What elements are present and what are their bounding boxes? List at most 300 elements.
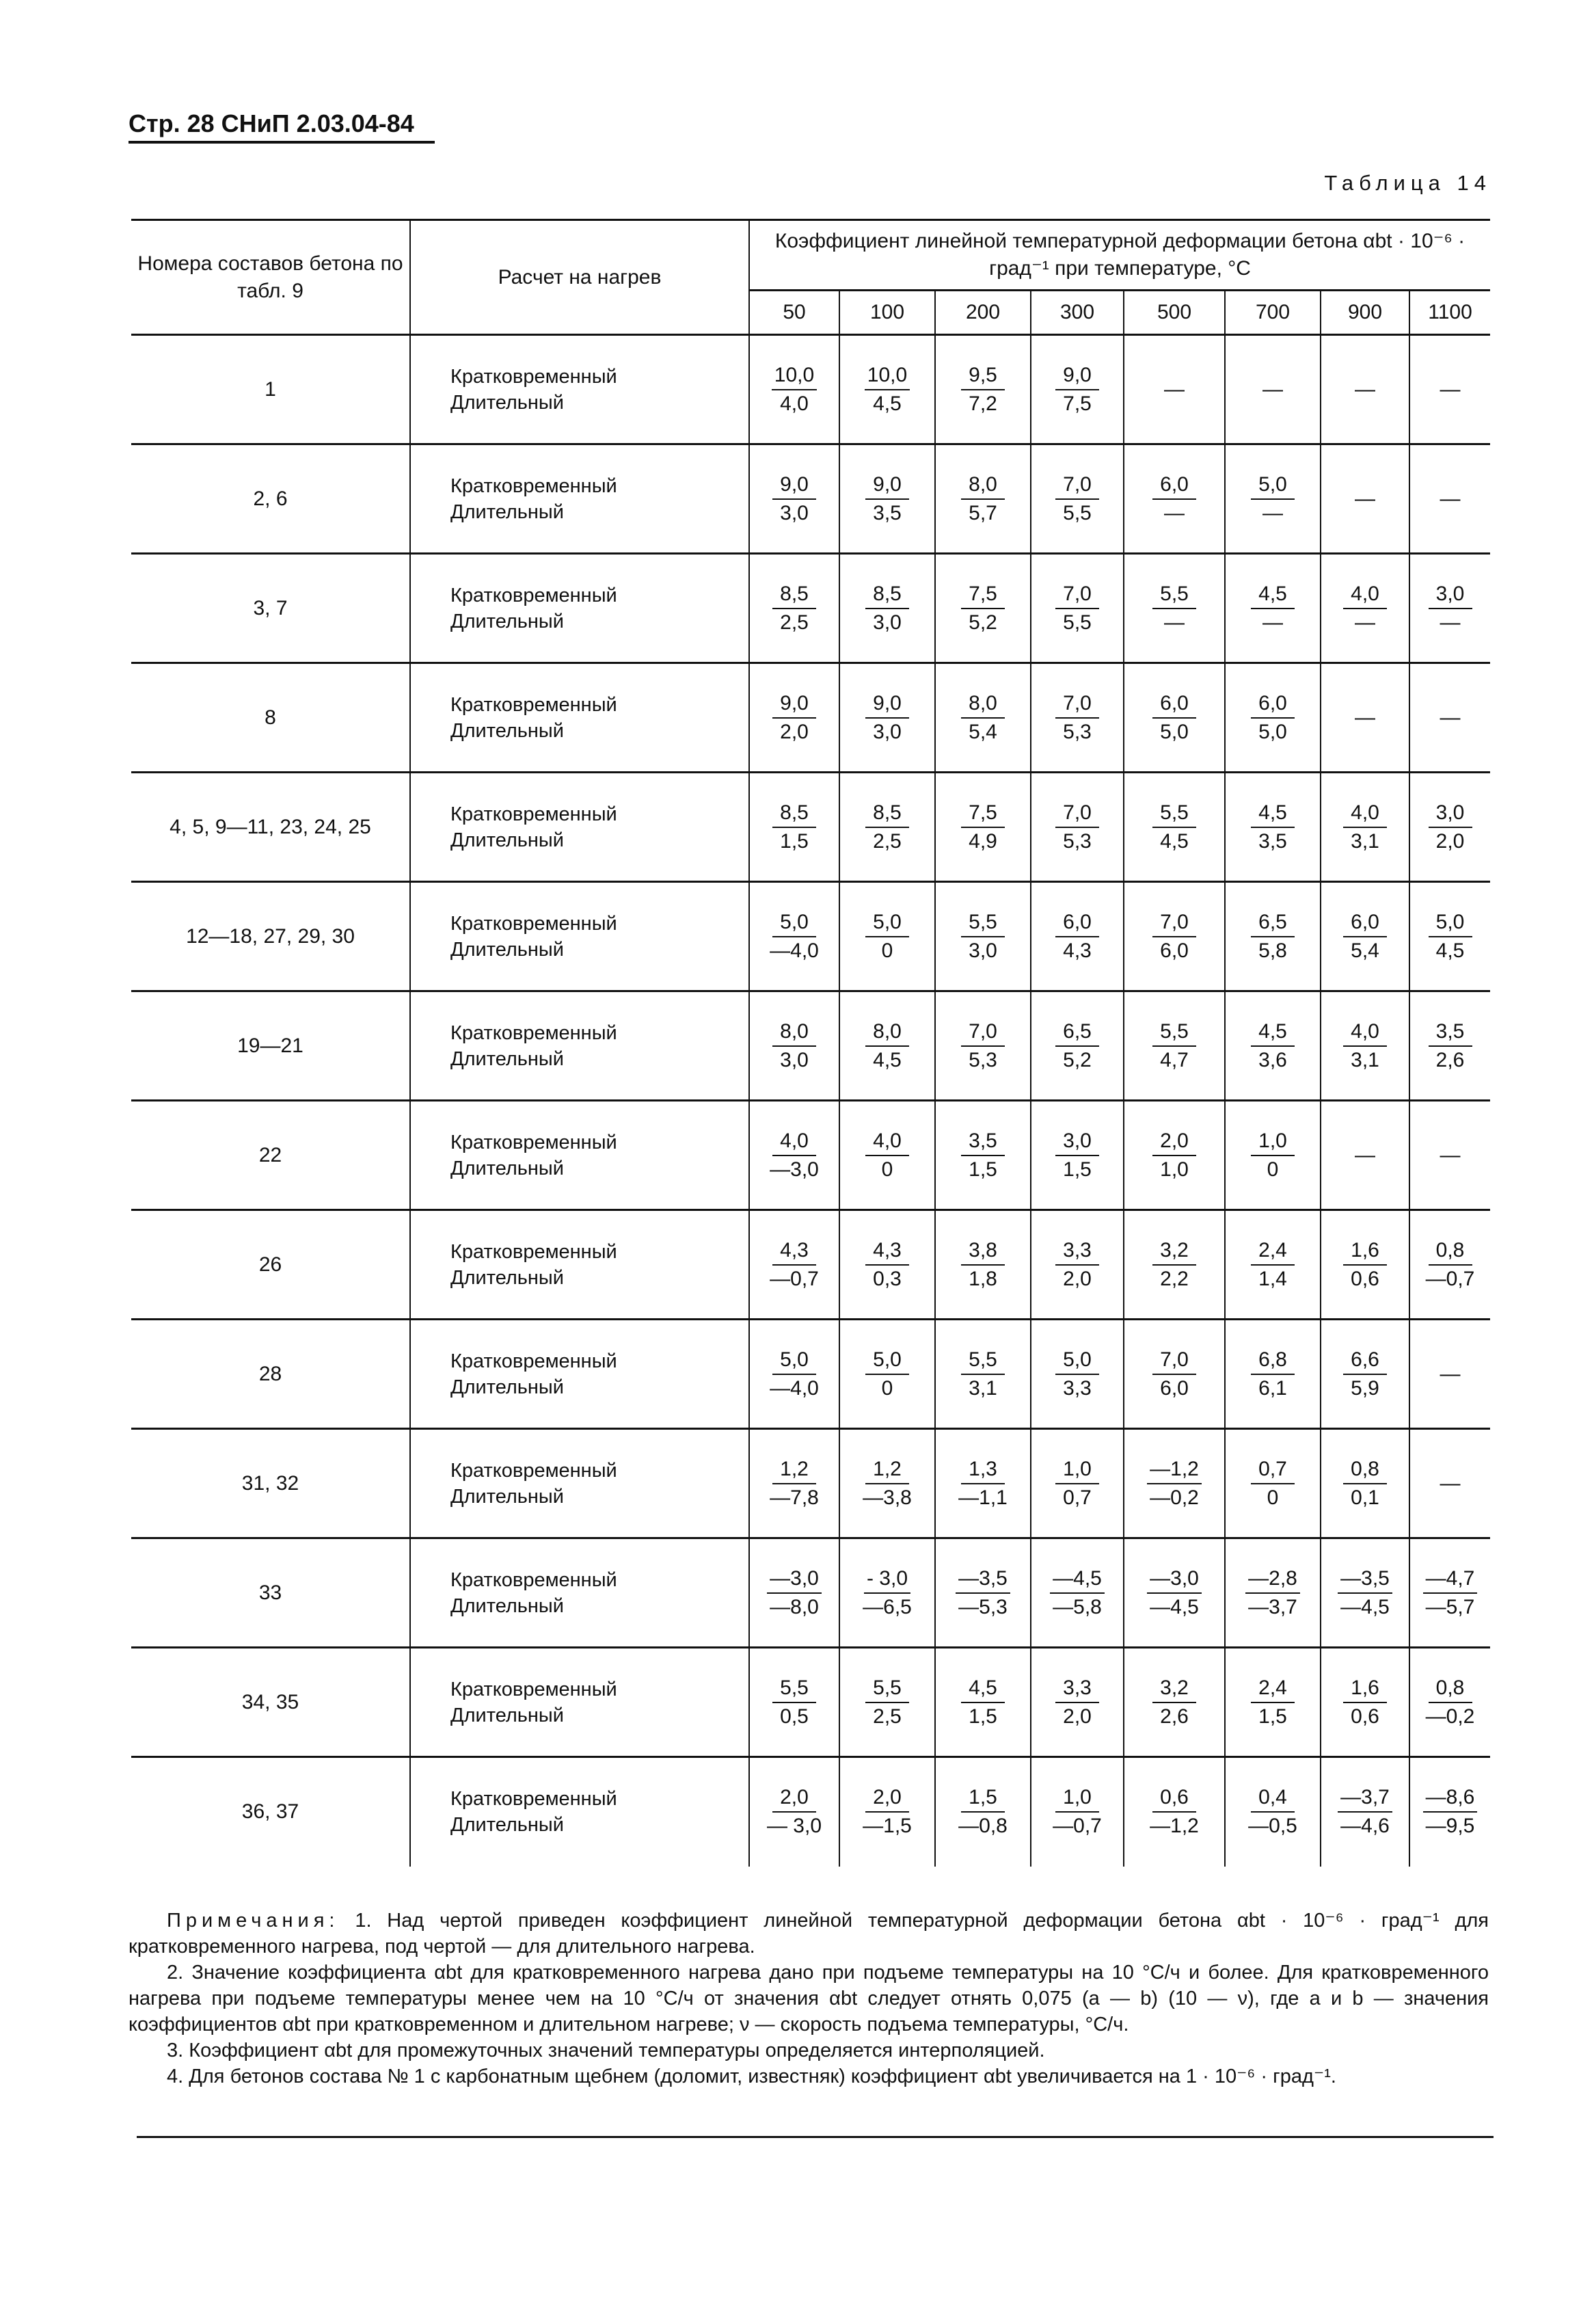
table-row (131, 1648, 1490, 1757)
fraction-value (1055, 471, 1099, 527)
long-term-value: — 3,0 (766, 1815, 822, 1838)
value-cell (1321, 882, 1409, 991)
fraction-value (865, 1674, 909, 1731)
fraction-value (1251, 1127, 1295, 1184)
long-term-value: 5,3 (1063, 829, 1092, 853)
value-cell (1409, 335, 1490, 444)
short-term-value: 1,3 (961, 1456, 1005, 1484)
long-term-value: —1,2 (1150, 1815, 1199, 1838)
value-cell (839, 444, 935, 554)
long-term-value: —6,5 (863, 1595, 912, 1618)
calculation-cell (410, 663, 749, 773)
long-term-value: — (1440, 611, 1461, 634)
value-cell (1124, 663, 1225, 773)
header-calculation: Расчет на нагрев (410, 220, 749, 335)
header-temp: 300 (1031, 291, 1124, 335)
short-term-value: 1,5 (961, 1784, 1005, 1813)
fraction-value (1343, 1346, 1387, 1402)
long-term-value: 5,0 (1160, 720, 1189, 743)
value-cell (1124, 1757, 1225, 1867)
fraction-value (961, 362, 1005, 418)
short-term-value: 7,0 (961, 1018, 1005, 1047)
fraction-value (1152, 1674, 1196, 1731)
composition-cell: 12—18, 27, 29, 30 (186, 924, 355, 948)
dash-value: — (1440, 377, 1461, 401)
short-term-value: 8,0 (865, 1018, 909, 1047)
fraction-value (1152, 799, 1196, 855)
fraction-value (772, 690, 816, 746)
fraction-value (1343, 580, 1387, 637)
table-row (131, 663, 1490, 773)
long-term-value: —4,5 (1150, 1595, 1199, 1618)
long-term-value: 3,0 (873, 611, 902, 634)
short-term-value: 1,0 (1251, 1127, 1295, 1156)
long-term-value: —5,3 (958, 1595, 1008, 1618)
long-term-value: 4,5 (873, 1048, 902, 1071)
long-term-value: —4,0 (770, 1376, 819, 1400)
short-term-value: 2,0 (772, 1784, 816, 1813)
composition-cell: 1 (265, 377, 276, 401)
fraction-value (1429, 799, 1472, 855)
value-cell (935, 1320, 1031, 1429)
fraction-value (1050, 1784, 1105, 1840)
long-term-value: 0,6 (1351, 1705, 1379, 1728)
long-term-value: 2,5 (873, 1705, 902, 1728)
short-term-value: 9,0 (772, 690, 816, 719)
long-term-value: 0,3 (873, 1267, 902, 1290)
fraction-value (1423, 1237, 1478, 1293)
short-term-value: 5,0 (865, 1346, 909, 1375)
long-term-value: —4,0 (770, 939, 819, 962)
short-term-value: 3,0 (1055, 1127, 1099, 1156)
long-term-value: 4,5 (1435, 939, 1465, 962)
value-cell (935, 1757, 1031, 1867)
long-term-value: —3,7 (1248, 1595, 1297, 1618)
value-cell (1409, 1429, 1490, 1538)
table-row (131, 1320, 1490, 1429)
fraction-value (772, 362, 817, 418)
fraction-value (1251, 690, 1295, 746)
short-term-value: 4,0 (865, 1127, 909, 1156)
value-cell (1124, 1538, 1225, 1648)
short-term-value: 5,0 (1429, 909, 1472, 937)
long-term-value: 6,0 (1160, 939, 1189, 962)
short-heating-label: Кратковременный (450, 912, 617, 935)
fraction-value (961, 580, 1005, 637)
value-cell (1031, 1320, 1124, 1429)
fraction-value (1343, 799, 1387, 855)
value-cell (935, 773, 1031, 882)
fraction-value (865, 799, 909, 855)
long-term-value: 0 (1267, 1158, 1279, 1181)
fraction-value (1152, 690, 1196, 746)
value-cell (935, 1101, 1031, 1210)
fraction-value (1338, 1784, 1392, 1840)
long-heating-label: Длительный (450, 938, 564, 961)
value-cell (1124, 773, 1225, 882)
short-term-value: 7,0 (1055, 580, 1099, 609)
short-term-value: 3,2 (1152, 1674, 1196, 1703)
composition-cell: 4, 5, 9—11, 23, 24, 25 (170, 815, 371, 838)
short-heating-label: Кратковременный (450, 1788, 617, 1811)
value-cell (839, 991, 935, 1101)
table-row (131, 444, 1490, 554)
long-heating-label: Длительный (450, 1814, 564, 1837)
long-term-value: —0,7 (1053, 1815, 1102, 1838)
value-cell (1321, 554, 1409, 663)
fraction-value (961, 1127, 1005, 1184)
value-cell (1409, 882, 1490, 991)
value-cell (935, 554, 1031, 663)
short-term-value: 9,0 (865, 471, 909, 500)
short-heating-label: Кратковременный (450, 803, 617, 825)
value-cell (935, 1538, 1031, 1648)
short-term-value: 5,5 (1152, 799, 1196, 828)
short-term-value: 3,0 (1429, 580, 1472, 609)
long-term-value: 4,5 (873, 392, 902, 415)
fraction-value (1343, 1237, 1387, 1293)
short-term-value: 9,0 (865, 690, 909, 719)
header-temp: 100 (839, 291, 935, 335)
short-heating-label: Кратковременный (450, 1240, 617, 1263)
fraction-value (865, 1018, 909, 1074)
short-term-value: 3,5 (961, 1127, 1005, 1156)
notes-heading: Примечания: (167, 1910, 340, 1932)
value-cell (1031, 991, 1124, 1101)
value-cell (1031, 1538, 1124, 1648)
fraction-value (772, 1018, 816, 1074)
long-heating-label: Длительный (450, 1266, 564, 1289)
short-term-value: 7,0 (1055, 471, 1099, 500)
value-cell (1124, 1648, 1225, 1757)
short-term-value: 5,0 (772, 909, 816, 937)
dash-value: — (1355, 1143, 1375, 1166)
fraction-value (1251, 1346, 1295, 1402)
fraction-value (865, 1346, 909, 1402)
short-term-value: 4,0 (772, 1127, 816, 1156)
short-term-value: 8,0 (961, 690, 1005, 719)
short-term-value: 1,2 (865, 1456, 909, 1484)
composition-cell: 3, 7 (253, 596, 288, 619)
value-cell (1124, 991, 1225, 1101)
long-term-value: 1,5 (969, 1705, 997, 1728)
short-term-value: 5,0 (865, 909, 909, 937)
value-cell (935, 335, 1031, 444)
value-cell (839, 1538, 935, 1648)
short-term-value: 6,0 (1152, 471, 1196, 500)
dash-value: — (1440, 1362, 1461, 1385)
table-row (131, 1757, 1490, 1867)
short-term-value: 2,4 (1251, 1237, 1295, 1266)
header-coefficient: Коэффициент линейной температурной деформации бетона αbt · 10⁻⁶ · град⁻¹ при температуре, °C (749, 220, 1490, 291)
value-cell (1409, 991, 1490, 1101)
value-cell (749, 663, 839, 773)
value-cell (749, 882, 839, 991)
fraction-value (961, 1346, 1005, 1402)
value-cell (1124, 335, 1225, 444)
fraction-value (767, 1456, 822, 1512)
value-cell (749, 991, 839, 1101)
value-cell (839, 1648, 935, 1757)
short-heating-label: Кратковременный (450, 1131, 617, 1153)
long-heating-label: Длительный (450, 610, 564, 632)
fraction-value (860, 1565, 915, 1621)
long-term-value: — (1262, 501, 1283, 524)
short-term-value: 4,5 (1251, 1018, 1295, 1047)
value-cell (1124, 1320, 1225, 1429)
fraction-value (1055, 690, 1099, 746)
long-term-value: 0 (881, 1376, 893, 1400)
fraction-value (1055, 799, 1099, 855)
short-term-value: 1,2 (772, 1456, 816, 1484)
value-cell (1225, 1210, 1321, 1320)
composition-cell: 34, 35 (241, 1690, 299, 1713)
short-heating-label: Кратковременный (450, 1021, 617, 1044)
fraction-value (1343, 1456, 1387, 1512)
value-cell (1225, 1429, 1321, 1538)
header-temp: 1100 (1409, 291, 1490, 335)
header-temp: 200 (935, 291, 1031, 335)
long-term-value: 7,2 (969, 392, 997, 415)
value-cell (1409, 554, 1490, 663)
long-term-value: —0,2 (1150, 1486, 1199, 1509)
fraction-value (1152, 1346, 1196, 1402)
value-cell (1225, 1538, 1321, 1648)
value-cell (749, 773, 839, 882)
short-term-value: 3,3 (1055, 1674, 1099, 1703)
note-2: 2. Значение коэффициента αbt для кратковременного нагрева дано при подъеме температуры на 10 °С/ч и более. Для кратковременного нагрева при подъеме температуры менее чем на 10 °С/ч от значения αbt следует отнять 0,075 (a — b) (10 — ν), где a и b — значения коэффициентов αbt при кратковременном и длительном нагреве; ν — скорость подъема температуры, °С/ч. (129, 1962, 1489, 2035)
header-temp: 50 (749, 291, 839, 335)
value-cell (749, 1101, 839, 1210)
short-term-value: 0,4 (1251, 1784, 1295, 1813)
long-term-value: 3,0 (780, 501, 809, 524)
fraction-value (767, 909, 822, 965)
composition-cell: 8 (265, 706, 276, 729)
fraction-value (1055, 1127, 1099, 1184)
value-cell (935, 1210, 1031, 1320)
short-term-value: 6,5 (1055, 1018, 1099, 1047)
long-term-value: —3,8 (863, 1486, 912, 1509)
short-term-value: 2,0 (1152, 1127, 1196, 1156)
value-cell (1225, 882, 1321, 991)
long-heating-label: Длительный (450, 1157, 564, 1179)
long-term-value: —0,2 (1425, 1705, 1475, 1728)
long-term-value: 5,9 (1351, 1376, 1379, 1400)
fraction-value (860, 1784, 915, 1840)
fraction-value (1251, 1674, 1295, 1731)
header-temp: 700 (1225, 291, 1321, 335)
long-term-value: —3,0 (770, 1158, 819, 1181)
fraction-value (1423, 1784, 1478, 1840)
short-term-value: 3,2 (1152, 1237, 1196, 1266)
long-term-value: 3,3 (1063, 1376, 1092, 1400)
fraction-value (1423, 1674, 1478, 1731)
value-cell (1031, 773, 1124, 882)
short-term-value: 0,6 (1152, 1784, 1196, 1813)
short-term-value: 2,4 (1251, 1674, 1295, 1703)
short-term-value: 6,0 (1251, 690, 1295, 719)
header-temp: 500 (1124, 291, 1225, 335)
fraction-value (1343, 909, 1387, 965)
table-row (131, 1429, 1490, 1538)
short-term-value: 4,0 (1343, 580, 1387, 609)
fraction-value (865, 1127, 909, 1184)
short-term-value: 7,5 (961, 580, 1005, 609)
value-cell (1409, 1648, 1490, 1757)
dash-value: — (1355, 706, 1375, 729)
short-term-value: 5,5 (961, 1346, 1005, 1375)
value-cell (839, 1320, 935, 1429)
short-heating-label: Кратковременный (450, 1678, 617, 1700)
short-term-value: 5,5 (865, 1674, 909, 1703)
fraction-value (1055, 909, 1099, 965)
value-cell (1321, 1101, 1409, 1210)
short-term-value: 4,5 (1251, 799, 1295, 828)
fraction-value (961, 690, 1005, 746)
short-term-value: 5,5 (1152, 1018, 1196, 1047)
short-term-value: 1,0 (1055, 1784, 1099, 1813)
fraction-value (961, 799, 1005, 855)
value-cell (749, 1757, 839, 1867)
fraction-value (1152, 1127, 1196, 1184)
short-term-value: 3,8 (961, 1237, 1005, 1266)
value-cell (1225, 663, 1321, 773)
short-term-value: 10,0 (865, 362, 910, 390)
long-term-value: 5,4 (1351, 939, 1379, 962)
long-term-value: 4,5 (1160, 829, 1189, 853)
long-term-value: 3,0 (780, 1048, 809, 1071)
short-term-value: 5,0 (772, 1346, 816, 1375)
value-cell (1031, 1757, 1124, 1867)
short-term-value: 7,0 (1055, 690, 1099, 719)
long-term-value: 3,5 (1258, 829, 1287, 853)
short-term-value: 8,5 (865, 580, 909, 609)
calculation-cell (410, 1101, 749, 1210)
long-term-value: —0,7 (770, 1267, 819, 1290)
long-term-value: 3,1 (1351, 1048, 1379, 1071)
table-row (131, 1538, 1490, 1648)
value-cell (749, 335, 839, 444)
long-term-value: 5,2 (1063, 1048, 1092, 1071)
table-row (131, 1101, 1490, 1210)
fraction-value (764, 1784, 824, 1840)
value-cell (1225, 1101, 1321, 1210)
fraction-value (767, 1346, 822, 1402)
fraction-value (1251, 909, 1295, 965)
fraction-value (1055, 1346, 1099, 1402)
dash-value: — (1440, 487, 1461, 510)
long-heating-label: Длительный (450, 500, 564, 523)
dash-value: — (1355, 377, 1375, 401)
fraction-value (1429, 1018, 1472, 1074)
short-term-value: 4,0 (1343, 799, 1387, 828)
value-cell (1031, 444, 1124, 554)
short-term-value: 4,5 (961, 1674, 1005, 1703)
value-cell (839, 773, 935, 882)
fraction-value (1055, 1674, 1099, 1731)
short-term-value: 1,6 (1343, 1237, 1387, 1266)
short-term-value: —3,0 (767, 1565, 822, 1594)
long-term-value: 2,2 (1160, 1267, 1189, 1290)
fraction-value (1147, 1784, 1202, 1840)
dash-value: — (1440, 1471, 1461, 1495)
value-cell (935, 882, 1031, 991)
long-term-value: — (1355, 611, 1375, 634)
short-term-value: 9,0 (1055, 362, 1099, 390)
value-cell (839, 1101, 935, 1210)
value-cell (1321, 1648, 1409, 1757)
fraction-value (1245, 1565, 1300, 1621)
long-term-value: 4,0 (780, 392, 809, 415)
long-term-value: 3,5 (873, 501, 902, 524)
long-term-value: 1,5 (780, 829, 809, 853)
composition-cell: 26 (258, 1253, 282, 1276)
composition-cell: 31, 32 (241, 1471, 299, 1495)
long-term-value: 3,0 (969, 939, 997, 962)
table-title: Таблица 14 (1324, 171, 1491, 195)
short-term-value: 4,3 (865, 1237, 909, 1266)
value-cell (1321, 1429, 1409, 1538)
fraction-value (1152, 909, 1196, 965)
composition-cell: 33 (258, 1581, 282, 1604)
short-term-value: 6,5 (1251, 909, 1295, 937)
long-term-value: —5,8 (1053, 1595, 1102, 1618)
value-cell (1409, 1101, 1490, 1210)
short-term-value: 4,5 (1251, 580, 1295, 609)
long-term-value: —1,5 (863, 1815, 912, 1838)
long-term-value: 5,0 (1258, 720, 1287, 743)
value-cell (1225, 444, 1321, 554)
fraction-value (956, 1784, 1010, 1840)
value-cell (1321, 1538, 1409, 1648)
long-term-value: 5,5 (1063, 501, 1092, 524)
fraction-value (1338, 1565, 1392, 1621)
short-heating-label: Кратковременный (450, 1568, 617, 1591)
short-term-value: 5,0 (1055, 1346, 1099, 1375)
short-term-value: 1,6 (1343, 1674, 1387, 1703)
fraction-value (1152, 1237, 1196, 1293)
long-term-value: 0,1 (1351, 1486, 1379, 1509)
short-term-value: 1,0 (1055, 1456, 1099, 1484)
value-cell (1225, 1320, 1321, 1429)
short-term-value: 4,0 (1343, 1018, 1387, 1047)
short-term-value: —4,7 (1423, 1565, 1478, 1594)
calculation-cell (410, 554, 749, 663)
long-term-value: 1,5 (1063, 1158, 1092, 1181)
long-term-value: —8,0 (770, 1595, 819, 1618)
long-term-value: —7,8 (770, 1486, 819, 1509)
value-cell (1409, 1538, 1490, 1648)
calculation-cell (410, 991, 749, 1101)
value-cell (749, 554, 839, 663)
short-term-value: 8,0 (772, 1018, 816, 1047)
calculation-cell (410, 444, 749, 554)
short-term-value: —2,8 (1245, 1565, 1300, 1594)
fraction-value (767, 1565, 822, 1621)
value-cell (1225, 1757, 1321, 1867)
short-term-value: 3,5 (1429, 1018, 1472, 1047)
fraction-value (772, 799, 816, 855)
table-row (131, 335, 1490, 444)
long-term-value: —0,5 (1248, 1815, 1297, 1838)
fraction-value (1343, 1674, 1387, 1731)
value-cell (1031, 1648, 1124, 1757)
long-term-value: 1,4 (1258, 1267, 1287, 1290)
fraction-value (865, 1237, 909, 1293)
short-term-value: 5,5 (772, 1674, 816, 1703)
calculation-cell (410, 1648, 749, 1757)
fraction-value (961, 471, 1005, 527)
